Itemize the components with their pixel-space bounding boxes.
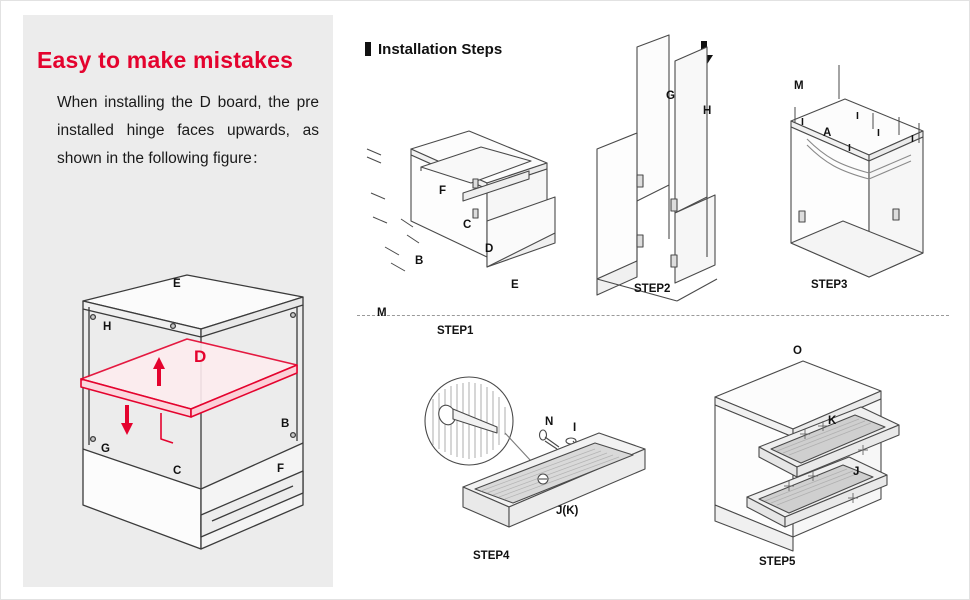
step3-label-m: M	[794, 80, 804, 92]
figure-label-f: F	[277, 463, 285, 475]
step2-caption: STEP2	[634, 283, 671, 295]
figure-label-e: E	[173, 278, 181, 290]
step4-label-n: N	[545, 416, 554, 428]
step2-label-g: G	[666, 90, 675, 102]
mistake-figure	[41, 253, 323, 583]
step3-label-a: A	[823, 127, 832, 139]
figure-label-d: D	[194, 347, 207, 366]
step3-label-i-5: I	[911, 133, 914, 145]
installation-steps-heading	[365, 41, 502, 58]
step2-svg	[593, 29, 753, 299]
step1-label-c: C	[463, 219, 472, 231]
step4-svg	[423, 375, 653, 555]
step5-label-o: O	[793, 345, 802, 357]
figure-label-h: H	[103, 321, 112, 333]
step1-label-e: E	[511, 279, 519, 291]
step4-label-jk: J(K)	[556, 505, 579, 517]
installation-panel	[353, 15, 953, 587]
step3-label-i-2: I	[856, 110, 859, 122]
step1-figure	[359, 71, 559, 301]
step5-label-j: J	[853, 466, 860, 478]
step4-caption: STEP4	[473, 550, 510, 562]
step4-figure	[423, 375, 653, 555]
section-divider	[357, 315, 949, 316]
step5-svg	[663, 329, 923, 559]
step5-caption: STEP5	[759, 556, 796, 568]
figure-label-b: B	[281, 418, 290, 430]
square-bullet-icon	[365, 42, 371, 56]
step3-caption: STEP3	[811, 279, 848, 291]
step2-label-h: H	[703, 105, 712, 117]
step3-label-i-4: I	[848, 142, 851, 154]
step4-label-i: I	[573, 422, 577, 434]
step3-label-i-1: I	[801, 116, 804, 128]
step1-label-m: M	[377, 307, 387, 319]
step3-figure	[773, 61, 943, 301]
figure-label-g: G	[101, 443, 110, 455]
mistakes-body-text: When installing the D board, the pre installed hinge faces upwards, as shown in the following figure：	[57, 94, 319, 167]
step1-label-d: D	[485, 243, 494, 255]
figure-label-c: C	[173, 465, 182, 477]
mistakes-title: Easy to make mistakes	[37, 47, 294, 73]
step3-svg	[773, 61, 943, 301]
step1-label-f: F	[439, 185, 447, 197]
step5-figure	[663, 329, 923, 559]
step2-figure	[593, 29, 753, 299]
step5-label-k: K	[828, 415, 837, 427]
step1-svg	[359, 71, 559, 301]
step1-label-b: B	[415, 255, 424, 267]
step3-label-i-3: I	[877, 127, 880, 139]
installation-steps-heading-label: Installation Steps	[378, 41, 503, 58]
step1-caption: STEP1	[437, 325, 474, 337]
mistakes-panel	[23, 15, 333, 587]
